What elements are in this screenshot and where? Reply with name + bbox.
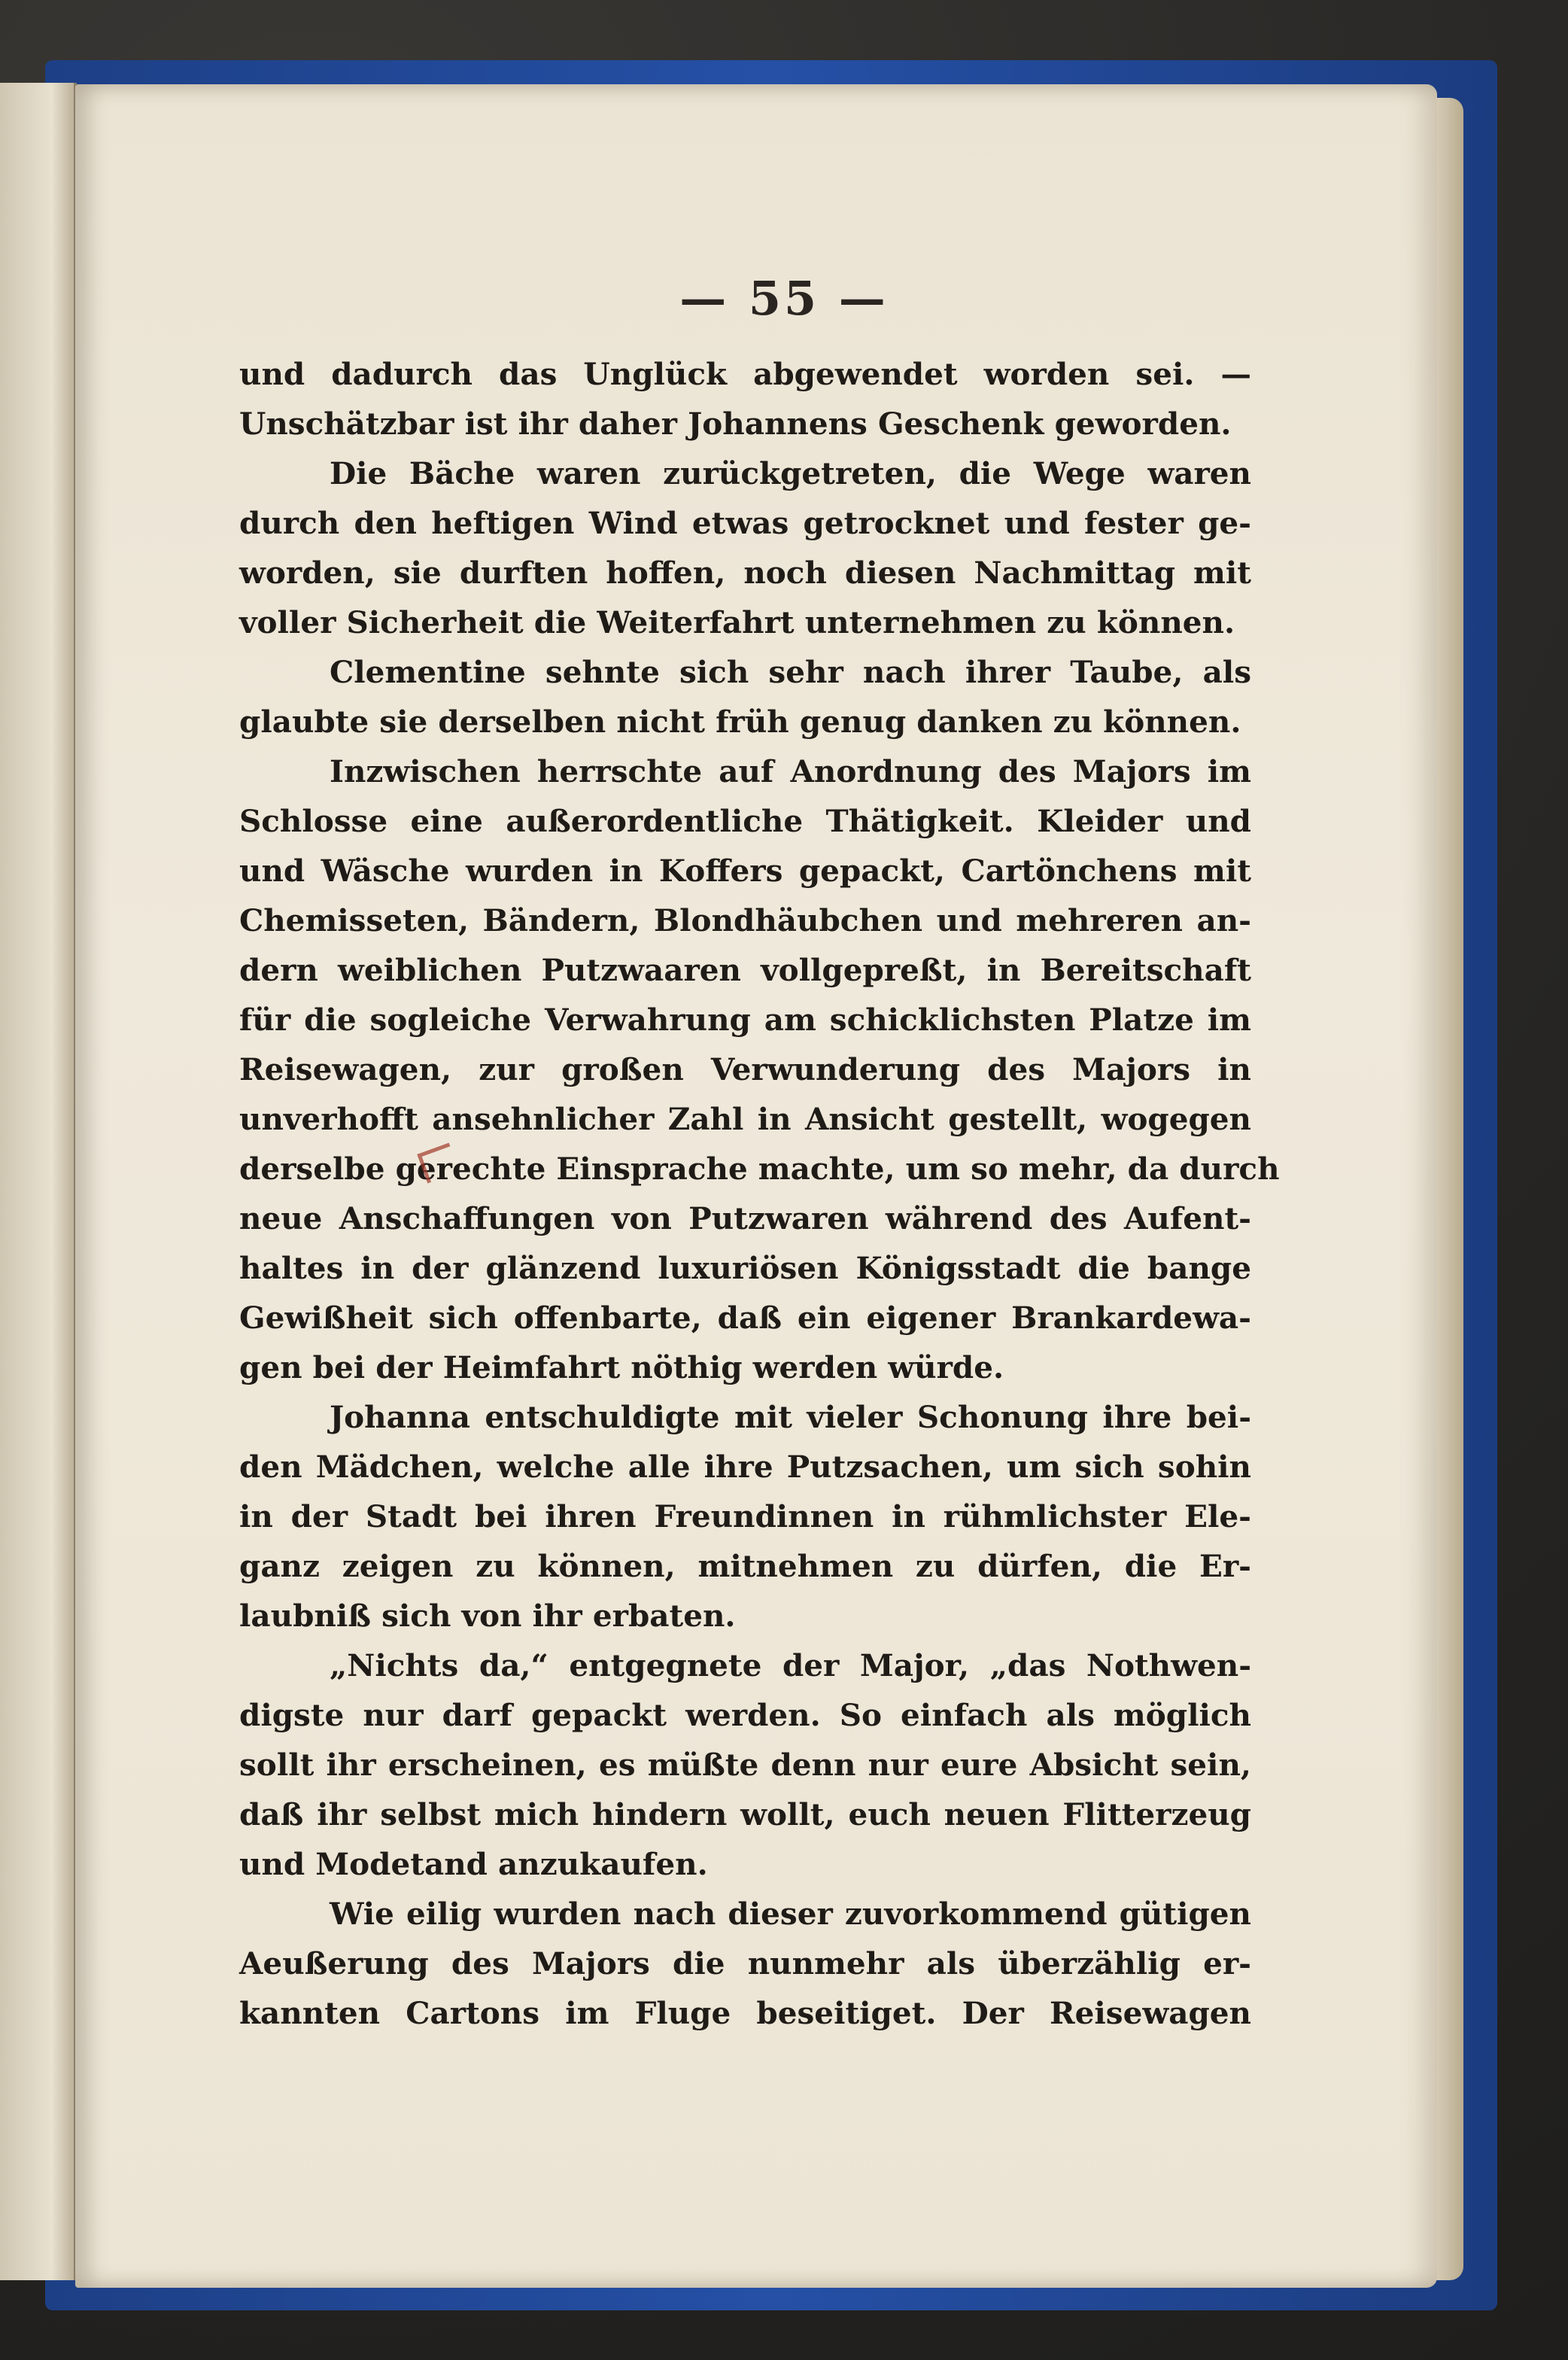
text-line: Die Bäche waren zurückgetreten, die Wege waren [330, 455, 1251, 491]
text-line: Schlosse eine außerordentliche Thätigkeit. Kleider und [239, 803, 1251, 839]
page-number: — 55 — [679, 271, 889, 326]
text-line: Clementine sehnte sich sehr nach ihrer Taube, als [330, 654, 1251, 690]
text-line: laubniß sich von ihr erbaten. [239, 1598, 736, 1634]
text-line: glaubte sie derselben nicht früh genug danken zu können. [239, 704, 1241, 740]
text-line: haltes in der glänzend luxuriösen Königsstadt die bange [239, 1250, 1251, 1286]
text-line: den Mädchen, welche alle ihre Putzsachen, um sich sohin [239, 1449, 1251, 1485]
text-line: Unschätzbar ist ihr daher Johannens Geschenk geworden. [239, 406, 1232, 442]
text-line: sollt ihr erscheinen, es müßte denn nur eure Absicht sein, [239, 1747, 1251, 1783]
text-line: für die sogleiche Verwahrung am schicklichsten Platze im [239, 1002, 1251, 1038]
text-line: durch den heftigen Wind etwas getrocknet und fester ge- [239, 505, 1251, 541]
text-line: und Modetand anzukaufen. [239, 1846, 708, 1882]
text-line: Reisewagen, zur großen Verwunderung des Majors in [239, 1051, 1251, 1087]
text-line: dern weiblichen Putzwaaren vollgepreßt, in Bereitschaft [239, 952, 1251, 988]
text-line: in der Stadt bei ihren Freundinnen in rühmlichster Ele- [239, 1498, 1251, 1534]
text-line: gen bei der Heimfahrt nöthig werden würde. [239, 1349, 1004, 1385]
text-line: voller Sicherheit die Weiterfahrt unternehmen zu können. [239, 604, 1235, 640]
text-line: kannten Cartons im Fluge beseitiget. Der Reisewagen [239, 1995, 1251, 2031]
page-stack-edge [1433, 98, 1463, 2280]
text-line: Chemisseten, Bändern, Blondhäubchen und mehreren an- [239, 902, 1251, 938]
text-line: Inzwischen herrschte auf Anordnung des Majors im [330, 753, 1251, 789]
text-line: ganz zeigen zu können, mitnehmen zu dürfen, die Er- [239, 1548, 1251, 1584]
text-line: „Nichts da,“ entgegnete der Major, „das Nothwen- [330, 1647, 1251, 1683]
text-line: und dadurch das Unglück abgewendet worden sei. — [239, 356, 1251, 392]
body-text [239, 349, 1280, 2038]
text-line: digste nur darf gepackt werden. So einfach als möglich [239, 1697, 1251, 1733]
text-line: Aeußerung des Majors die nunmehr als überzählig er- [239, 1945, 1251, 1981]
text-line: Wie eilig wurden nach dieser zuvorkommend gütigen [330, 1896, 1251, 1932]
text-line: Johanna entschuldigte mit vieler Schonung ihre bei- [330, 1399, 1251, 1435]
text-line: neue Anschaffungen von Putzwaren während des Aufent- [239, 1200, 1251, 1236]
text-line: worden, sie durften hoffen, noch diesen Nachmittag mit [239, 555, 1251, 591]
text-line: unverhofft ansehnlicher Zahl in Ansicht gestellt, wogegen [239, 1101, 1251, 1137]
previous-page-edge [0, 83, 77, 2280]
text-line: daß ihr selbst mich hindern wollt, euch neuen Flitterzeug [239, 1796, 1251, 1832]
text-line: und Wäsche wurden in Koffers gepackt, Cartönchens mit [239, 853, 1251, 889]
text-line: Gewißheit sich offenbarte, daß ein eigener Brankardewa- [239, 1300, 1251, 1336]
text-line: derselbe gerechte Einsprache machte, um so mehr, da durch [239, 1151, 1280, 1187]
